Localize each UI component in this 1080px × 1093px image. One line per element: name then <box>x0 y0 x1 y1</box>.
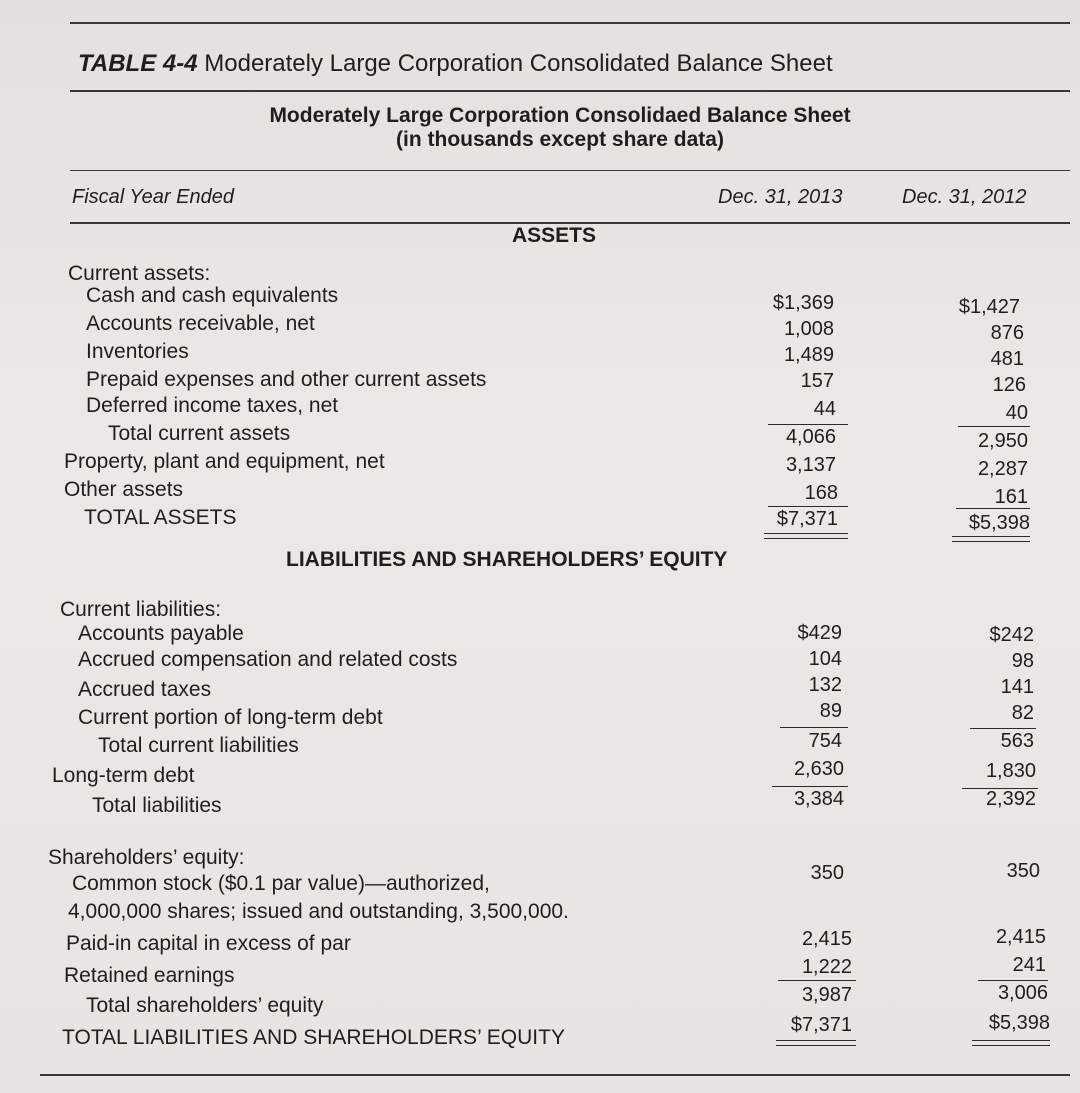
equity-value-2013: 3,987 <box>801 984 852 1006</box>
equity-value-2013: $7,371 <box>790 1014 852 1036</box>
asset-value-2012: 2,950 <box>977 430 1028 452</box>
equity-label: Total shareholders’ equity <box>86 994 324 1017</box>
equity-value-2012: 350 <box>1006 860 1040 882</box>
liability-value-2012: 98 <box>1011 650 1034 672</box>
asset-label: Total current assets <box>108 422 291 445</box>
liability-label: Accrued compensation and related costs <box>78 648 458 671</box>
liability-value-2013: 754 <box>808 730 842 752</box>
total-double-rule <box>952 536 1030 542</box>
table-number: TABLE 4-4 <box>78 50 198 77</box>
total-double-rule <box>972 1040 1050 1046</box>
asset-value-2013: $1,369 <box>772 292 834 314</box>
asset-value-2012: 40 <box>1005 402 1028 424</box>
subtotal-rule <box>978 980 1048 981</box>
liability-value-2012: 141 <box>1000 676 1034 698</box>
liability-value-2012: 563 <box>1000 730 1034 752</box>
subtotal-rule <box>778 980 856 981</box>
asset-value-2013: 1,008 <box>783 318 834 340</box>
liability-label: Accounts payable <box>78 622 244 645</box>
asset-value-2012: $5,398 <box>968 512 1030 534</box>
liability-label: Accrued taxes <box>78 678 212 701</box>
liability-label: Total current liabilities <box>98 734 299 757</box>
asset-value-2012: 2,287 <box>977 458 1028 480</box>
subtotal-rule <box>780 727 848 728</box>
subtotal-rule <box>958 426 1030 427</box>
asset-label: Deferred income taxes, net <box>86 394 339 417</box>
asset-label: Accounts receivable, net <box>86 312 315 335</box>
liabilities-heading: LIABILITIES AND SHAREHOLDERS’ EQUITY <box>286 548 728 571</box>
col-2013-header: Dec. 31, 2013 <box>718 186 843 208</box>
equity-label: Paid-in capital in excess of par <box>66 932 351 955</box>
asset-value-2012: 876 <box>990 322 1024 344</box>
liability-value-2013: 89 <box>819 700 842 722</box>
liability-value-2013: 2,630 <box>793 758 844 780</box>
asset-value-2013: 168 <box>804 482 838 504</box>
liability-value-2012: 1,830 <box>985 760 1036 782</box>
total-double-rule <box>764 533 848 539</box>
equity-label: TOTAL LIABILITIES AND SHAREHOLDERS’ EQUITY <box>62 1026 565 1049</box>
asset-value-2012: 481 <box>990 348 1024 370</box>
sheet-title: Moderately Large Corporation Consolidaed Balance Sheet <box>269 104 851 127</box>
liability-label: Total liabilities <box>92 794 222 817</box>
fiscal-year-label: Fiscal Year Ended <box>72 186 234 208</box>
equity-value-2012: 3,006 <box>997 982 1048 1004</box>
equity-value-2012: $5,398 <box>988 1012 1050 1034</box>
asset-label: Property, plant and equipment, net <box>64 450 385 473</box>
equity-value-2012: 241 <box>1012 954 1046 976</box>
liability-value-2013: 3,384 <box>793 788 844 810</box>
subtotal-rule <box>970 728 1036 729</box>
asset-value-2013: $7,371 <box>776 508 838 530</box>
asset-label: TOTAL ASSETS <box>84 506 237 529</box>
asset-value-2012: 161 <box>994 486 1028 508</box>
current-liabilities-heading: Current liabilities: <box>60 598 222 621</box>
table-caption: Moderately Large Corporation Consolidated Balance Sheet <box>204 50 833 77</box>
asset-value-2013: 157 <box>800 370 834 392</box>
liability-value-2012: $242 <box>989 624 1034 646</box>
asset-value-2013: 3,137 <box>785 454 836 476</box>
liability-value-2012: 82 <box>1011 702 1034 724</box>
sheet-subtitle: (in thousands except share data) <box>396 128 724 151</box>
asset-label: Cash and cash equivalents <box>86 284 339 307</box>
equity-value-2013: 350 <box>810 862 844 884</box>
asset-label: Other assets <box>64 478 184 501</box>
col-2012-header: Dec. 31, 2012 <box>902 186 1027 208</box>
subtotal-rule <box>768 506 848 507</box>
asset-value-2013: 4,066 <box>785 426 836 448</box>
equity-label: Common stock ($0.1 par value)—authorized, <box>72 872 490 895</box>
asset-value-2012: 126 <box>992 374 1026 396</box>
subtotal-rule <box>772 786 848 787</box>
current-assets-heading: Current assets: <box>68 262 211 285</box>
liability-value-2013: 132 <box>808 674 842 696</box>
header-top-rule <box>70 170 1070 171</box>
top-rule <box>70 22 1070 24</box>
table-label <box>78 50 833 78</box>
asset-value-2013: 1,489 <box>783 344 834 366</box>
equity-value-2013: 2,415 <box>801 928 852 950</box>
equity-value-2012: 2,415 <box>995 926 1046 948</box>
assets-heading: ASSETS <box>512 224 597 247</box>
liability-label: Long-term debt <box>52 764 195 787</box>
caption-rule <box>70 90 1070 92</box>
equity-value-2013: 1,222 <box>801 956 852 978</box>
liability-value-2013: $429 <box>797 622 842 644</box>
equity-label: 4,000,000 shares; issued and outstanding, 3,500,000. <box>68 900 569 923</box>
liability-label: Current portion of long-term debt <box>78 706 383 729</box>
subtotal-rule <box>956 508 1030 509</box>
total-double-rule <box>776 1040 856 1046</box>
equity-heading: Shareholders’ equity: <box>48 846 245 869</box>
asset-label: Prepaid expenses and other current assets <box>86 368 487 391</box>
subtotal-rule <box>768 424 848 425</box>
asset-value-2012: $1,427 <box>958 296 1020 318</box>
equity-label: Retained earnings <box>64 964 235 987</box>
asset-label: Inventories <box>86 340 189 363</box>
asset-value-2013: 44 <box>813 398 836 420</box>
liability-value-2013: 104 <box>808 648 842 670</box>
liability-value-2012: 2,392 <box>985 788 1036 810</box>
bottom-rule <box>40 1074 1070 1076</box>
